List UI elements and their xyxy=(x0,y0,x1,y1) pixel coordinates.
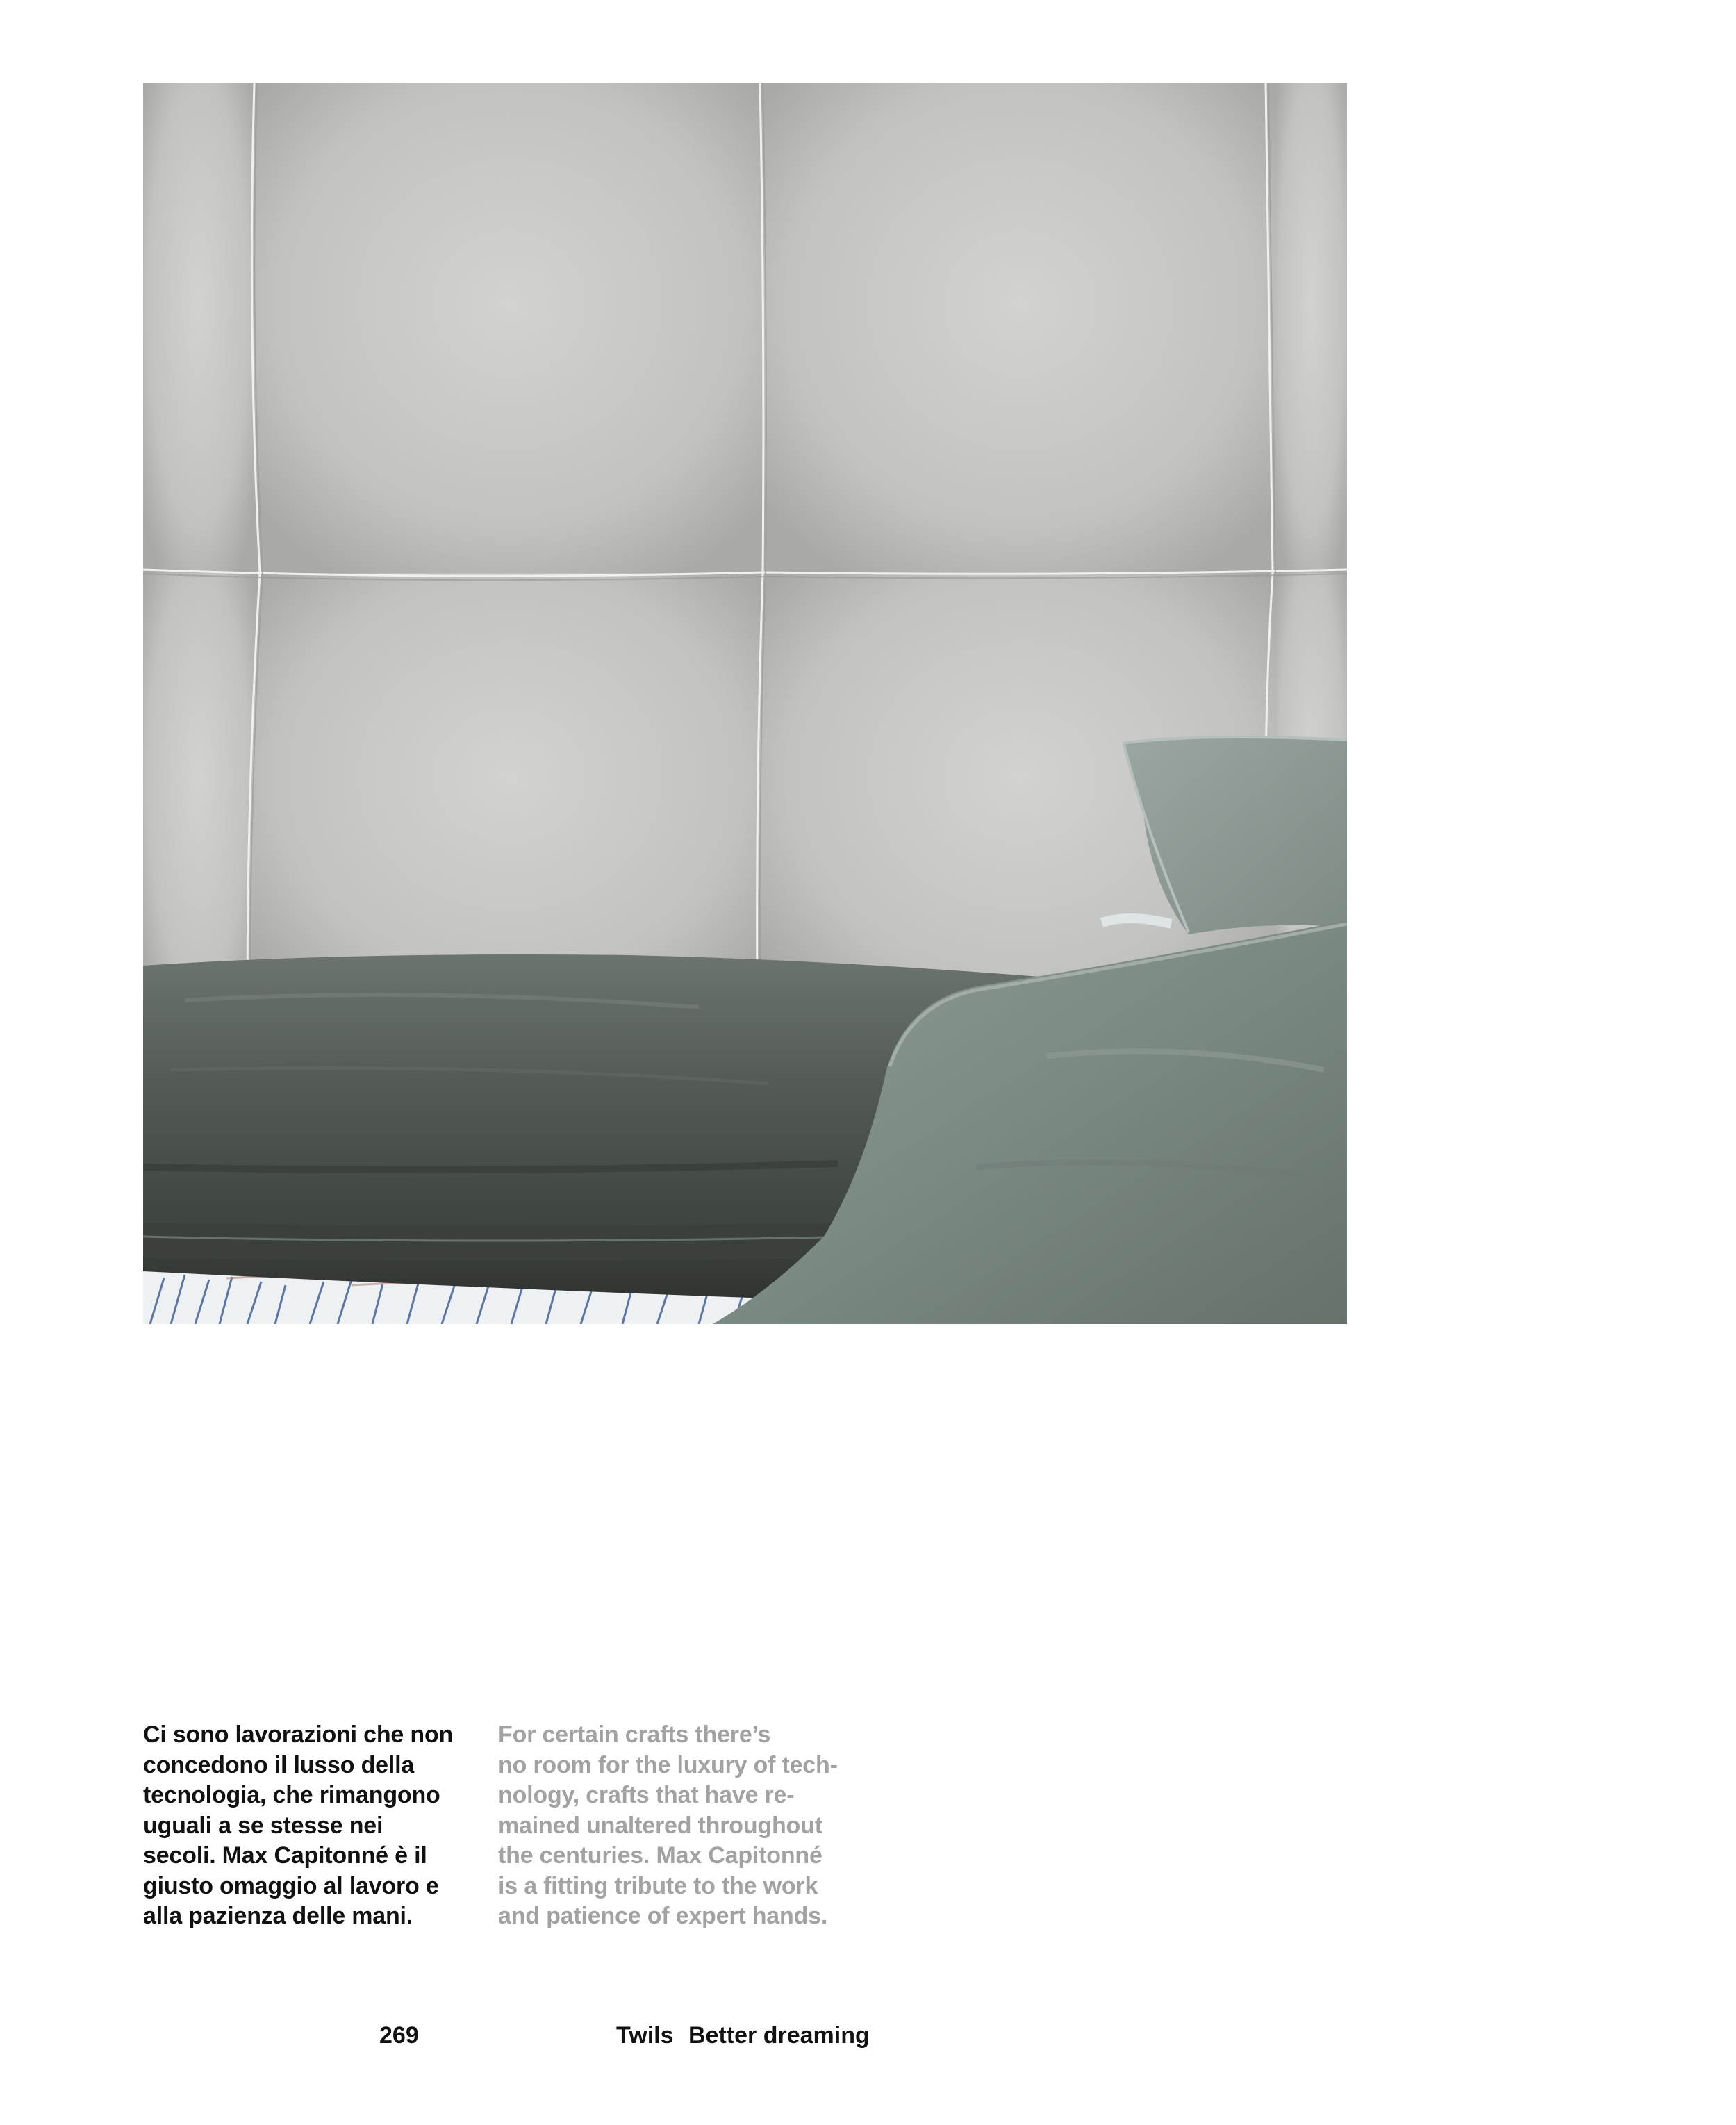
english-line: is a fitting tribute to the work xyxy=(498,1872,818,1899)
italian-line: alla pazienza delle mani. xyxy=(143,1903,413,1929)
product-photo xyxy=(143,83,1347,1324)
italian-description xyxy=(143,1720,477,1932)
italian-line: tecnologia, che rimangono xyxy=(143,1782,440,1808)
italian-line: concedono il lusso della xyxy=(143,1751,415,1778)
english-line: For certain crafts there’s xyxy=(498,1721,771,1748)
italian-line: secoli. Max Capitonné è il xyxy=(143,1842,427,1869)
english-line: nology, crafts that have re- xyxy=(498,1782,795,1808)
english-line: and patience of expert hands. xyxy=(498,1903,828,1929)
footer-brand: Twils xyxy=(616,2022,674,2049)
italian-line: Ci sono lavorazioni che non xyxy=(143,1721,454,1748)
english-description xyxy=(498,1720,859,1932)
page-number: 269 xyxy=(379,2022,419,2049)
english-line: mained unaltered throughout xyxy=(498,1812,822,1839)
italian-line: giusto omaggio al lavoro e xyxy=(143,1872,439,1899)
footer-section-title: Better dreaming xyxy=(688,2022,870,2049)
english-line: the centuries. Max Capitonné xyxy=(498,1842,822,1869)
italian-line: uguali a se stesse nei xyxy=(143,1812,383,1839)
english-line: no room for the luxury of tech- xyxy=(498,1751,838,1778)
headboard-cushions-illustration xyxy=(143,83,1347,1324)
